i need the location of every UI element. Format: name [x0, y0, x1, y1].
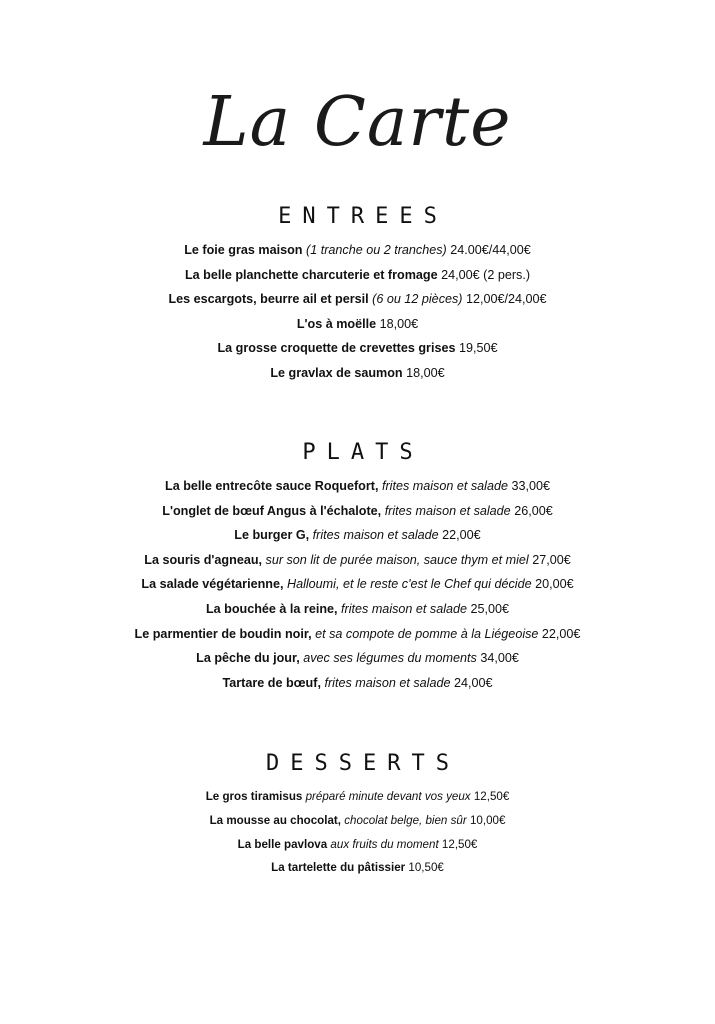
item-name: Le burger G,	[234, 528, 310, 543]
item-name: La belle planchette charcuterie et fromage	[184, 267, 438, 282]
item-price: 18,00€	[379, 316, 419, 331]
item-name: La salade végétarienne,	[141, 577, 284, 592]
menu-item	[0, 523, 715, 548]
item-price: 10,00€	[469, 813, 506, 827]
item-name: La belle entrecôte sauce Roquefort,	[165, 479, 379, 493]
item-name: La mousse au chocolat,	[209, 813, 342, 827]
item-description: frites maison et salade	[341, 601, 468, 616]
section-heading: PLATS	[302, 440, 424, 465]
menu-item	[0, 499, 715, 524]
item-price: 33,00€	[511, 479, 550, 493]
menu-item	[0, 548, 715, 573]
menu-item	[0, 622, 715, 647]
menu-item	[0, 572, 715, 597]
item-price: 26,00€	[514, 503, 553, 518]
item-price: 25,00€	[470, 601, 510, 616]
item-name: Le gros tiramisus	[205, 790, 303, 803]
item-description: Halloumi, et le reste c'est le Chef qui décide	[286, 577, 532, 592]
item-name: La tartelette du pâtissier	[271, 861, 406, 875]
section-heading: DESSERTS	[266, 751, 460, 776]
item-name: La souris d'agneau,	[144, 552, 263, 567]
menu-item	[0, 312, 715, 337]
menu-title: La Carte	[203, 83, 512, 162]
item-name: L'os à moëlle	[296, 316, 377, 331]
item-price: 24,00€ (2 pers.)	[441, 267, 531, 282]
menu-item	[0, 287, 715, 312]
item-name: Le gravlax de saumon	[270, 365, 403, 380]
item-description: (6 ou 12 pièces)	[372, 292, 463, 307]
section-heading: ENTREES	[278, 204, 448, 229]
item-price: 24,00€	[453, 675, 493, 690]
menu-item	[0, 263, 715, 288]
item-description: sur son lit de purée maison, sauce thym et miel	[265, 552, 529, 567]
item-name: L'onglet de bœuf Angus à l'échalote,	[162, 503, 382, 518]
item-name: La grosse croquette de crevettes grises	[217, 341, 456, 356]
item-description: et sa compote de pomme à la Liégeoise	[315, 626, 539, 641]
section-entrees	[0, 202, 715, 386]
item-price: 24.00€/44,00€	[450, 243, 531, 257]
item-name: Le foie gras maison	[184, 243, 303, 257]
item-price: 20,00€	[535, 577, 574, 592]
item-price: 22,00€	[442, 528, 481, 543]
item-price: 18,00€	[406, 365, 445, 380]
menu-item	[0, 785, 715, 809]
item-price: 12,50€	[441, 837, 478, 851]
item-description: frites maison et salade	[381, 479, 508, 493]
item-price: 12,00€/24,00€	[465, 292, 547, 307]
item-description: frites maison et salade	[312, 528, 439, 543]
menu-item	[0, 671, 715, 696]
item-description: préparé minute devant vos yeux	[305, 790, 471, 803]
item-description: aux fruits du moment	[330, 837, 439, 851]
menu-item	[0, 361, 715, 386]
item-description: avec ses légumes du moments	[303, 651, 477, 666]
item-name: Tartare de bœuf,	[222, 675, 321, 690]
item-description: (1 tranche ou 2 tranches)	[306, 243, 447, 257]
item-price: 22,00€	[541, 626, 581, 641]
item-name: La pêche du jour,	[196, 651, 300, 666]
item-price: 19,50€	[458, 341, 498, 356]
item-name: Les escargots, beurre ail et persil	[168, 292, 369, 307]
menu-item	[0, 856, 715, 880]
menu-item	[0, 833, 715, 857]
menu-item	[0, 809, 715, 833]
item-name: La bouchée à la reine,	[205, 601, 338, 616]
item-price: 10,50€	[408, 861, 444, 875]
menu-item	[0, 474, 715, 499]
item-price: 12,50€	[473, 790, 510, 803]
item-description: frites maison et salade	[384, 503, 511, 518]
item-description: frites maison et salade	[324, 675, 451, 690]
section-plats	[0, 438, 715, 695]
menu-item	[0, 597, 715, 622]
section-desserts	[0, 749, 715, 880]
item-name: Le parmentier de boudin noir,	[134, 626, 312, 641]
item-name: La belle pavlova	[237, 837, 328, 851]
menu-item	[0, 238, 715, 263]
menu-item	[0, 336, 715, 361]
item-price: 27,00€	[532, 552, 571, 567]
item-description: chocolat belge, bien sûr	[344, 813, 467, 827]
item-price: 34,00€	[480, 651, 519, 666]
menu-item	[0, 646, 715, 671]
